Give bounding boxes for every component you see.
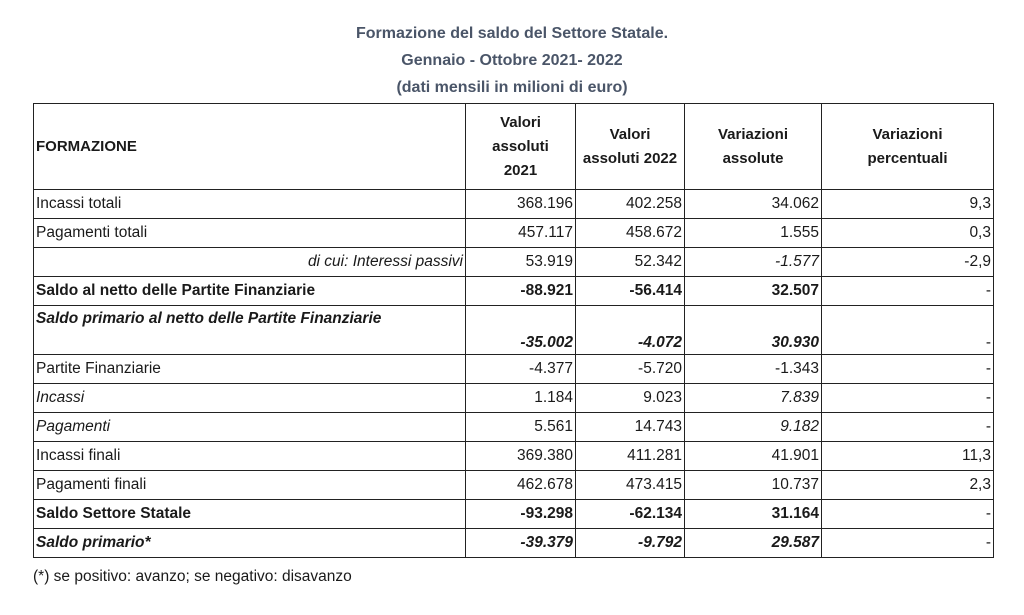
row-label: Pagamenti totali: [34, 219, 466, 248]
cell-2022: -62.134: [576, 500, 685, 529]
cell-var-pct: 11,3: [822, 442, 994, 471]
row-label: Saldo Settore Statale: [34, 500, 466, 529]
cell-var-pct: -: [822, 306, 994, 355]
cell-var-abs: -1.343: [685, 355, 822, 384]
cell-var-pct: 9,3: [822, 190, 994, 219]
table-row: [34, 529, 994, 558]
footnote: (*) se positivo: avanzo; se negativo: disavanzo: [33, 568, 352, 585]
cell-2021: -39.379: [466, 529, 576, 558]
cell-var-pct: -: [822, 413, 994, 442]
header-2022-line-1: Valori: [609, 125, 651, 143]
cell-2021: -35.002: [466, 306, 576, 355]
cell-var-pct: -: [822, 529, 994, 558]
cell-var-abs: 10.737: [685, 471, 822, 500]
cell-2021: -88.921: [466, 277, 576, 306]
cell-var-pct: 0,3: [822, 219, 994, 248]
cell-2021: 1.184: [466, 384, 576, 413]
cell-var-pct: -: [822, 384, 994, 413]
row-label: Partite Finanziarie: [34, 355, 466, 384]
cell-2022: 9.023: [576, 384, 685, 413]
cell-2022: 52.342: [576, 248, 685, 277]
cell-var-abs: 1.555: [685, 219, 822, 248]
row-label: Incassi totali: [34, 190, 466, 219]
row-label: Incassi: [34, 384, 466, 413]
cell-2021: 53.919: [466, 248, 576, 277]
cell-2021: 462.678: [466, 471, 576, 500]
table-row: [34, 413, 994, 442]
cell-2022: 473.415: [576, 471, 685, 500]
cell-var-abs: 31.164: [685, 500, 822, 529]
table-row: [34, 471, 994, 500]
cell-2021: 5.561: [466, 413, 576, 442]
header-var-abs-line-1: Variazioni: [717, 125, 789, 143]
header-2021-line-2: assoluti: [492, 137, 549, 155]
header-2021-line-3: 2021: [503, 161, 538, 179]
header-formazione: FORMAZIONE: [34, 104, 466, 190]
cell-2021: 368.196: [466, 190, 576, 219]
cell-var-abs: 9.182: [685, 413, 822, 442]
title-line-1: Formazione del saldo del Settore Statale.: [355, 25, 669, 42]
row-label: Pagamenti: [34, 413, 466, 442]
cell-var-pct: -: [822, 355, 994, 384]
cell-2022: -4.072: [576, 306, 685, 355]
balance-table: [33, 103, 994, 558]
header-2022-line-2: assoluti 2022: [582, 149, 678, 167]
cell-2022: 458.672: [576, 219, 685, 248]
cell-var-pct: -: [822, 277, 994, 306]
row-label: Saldo primario*: [34, 529, 466, 558]
row-label: di cui: Interessi passivi: [34, 248, 466, 277]
cell-2022: 411.281: [576, 442, 685, 471]
row-label: Pagamenti finali: [34, 471, 466, 500]
header-var-pct: [822, 104, 994, 190]
table-row: [34, 219, 994, 248]
cell-2021: -93.298: [466, 500, 576, 529]
cell-var-abs: 30.930: [685, 306, 822, 355]
cell-var-abs: 32.507: [685, 277, 822, 306]
header-var-abs: [685, 104, 822, 190]
cell-var-pct: -: [822, 500, 994, 529]
row-label: Saldo al netto delle Partite Finanziarie: [34, 277, 466, 306]
cell-2021: 457.117: [466, 219, 576, 248]
title-block: [0, 20, 1024, 101]
cell-var-abs: 7.839: [685, 384, 822, 413]
cell-2022: 14.743: [576, 413, 685, 442]
cell-var-abs: 29.587: [685, 529, 822, 558]
cell-2022: -9.792: [576, 529, 685, 558]
header-2021: [466, 104, 576, 190]
table-row: [34, 500, 994, 529]
row-label: Saldo primario al netto delle Partite Finanziarie: [34, 306, 466, 355]
table-row: [34, 277, 994, 306]
cell-var-abs: 34.062: [685, 190, 822, 219]
cell-var-abs: -1.577: [685, 248, 822, 277]
cell-2022: -56.414: [576, 277, 685, 306]
header-var-abs-line-2: assolute: [722, 149, 784, 167]
cell-var-abs: 41.901: [685, 442, 822, 471]
cell-2021: -4.377: [466, 355, 576, 384]
cell-2022: 402.258: [576, 190, 685, 219]
table-row: [34, 306, 994, 355]
cell-var-pct: 2,3: [822, 471, 994, 500]
table-row: [34, 190, 994, 219]
header-var-pct-line-1: Variazioni: [872, 125, 943, 143]
cell-2022: -5.720: [576, 355, 685, 384]
header-2022: [576, 104, 685, 190]
cell-2021: 369.380: [466, 442, 576, 471]
table-row: [34, 248, 994, 277]
title-line-3: (dati mensili in milioni di euro): [396, 79, 628, 96]
header-2021-line-1: Valori: [500, 113, 541, 131]
header-var-pct-line-2: percentuali: [867, 149, 948, 167]
cell-var-pct: -2,9: [822, 248, 994, 277]
row-label: Incassi finali: [34, 442, 466, 471]
table-row: [34, 355, 994, 384]
table-row: [34, 442, 994, 471]
title-line-2: Gennaio - Ottobre 2021- 2022: [401, 52, 623, 69]
header-row: [34, 104, 994, 190]
table-row: [34, 384, 994, 413]
